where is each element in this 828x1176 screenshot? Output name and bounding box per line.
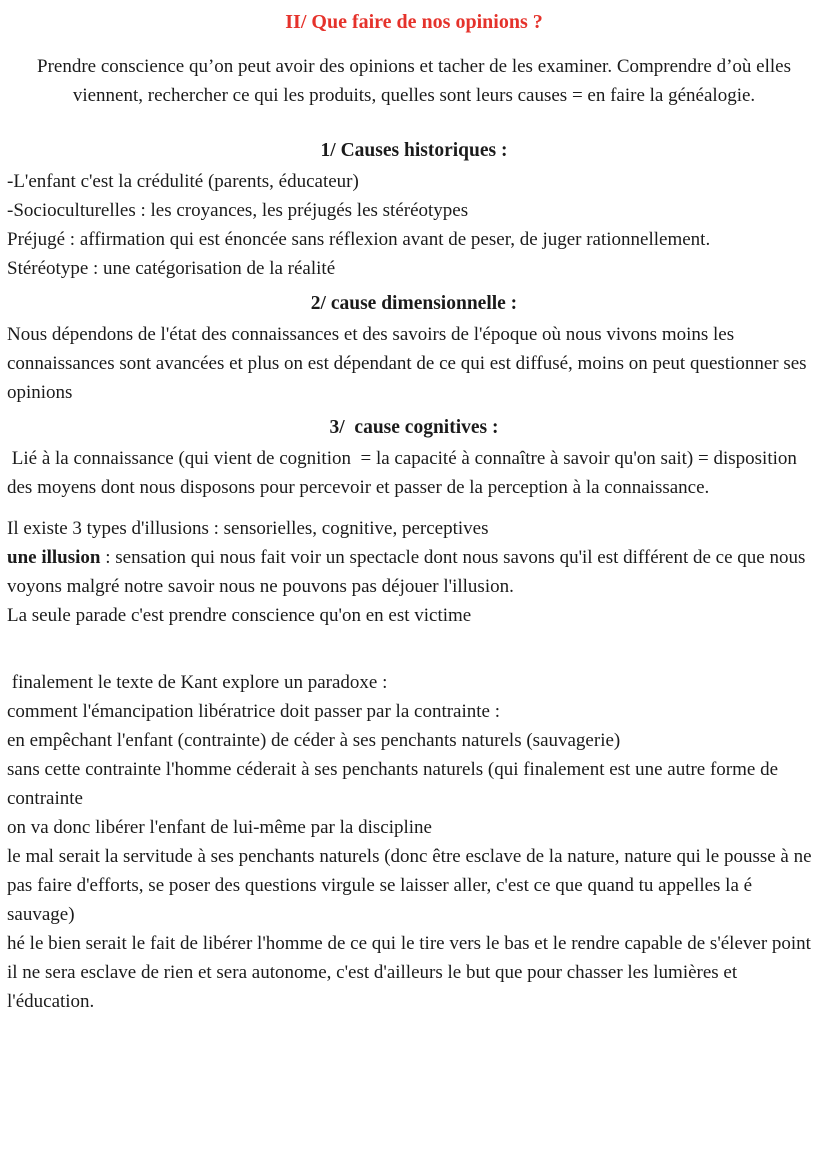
paragraph (7, 225, 821, 254)
paragraph (7, 842, 821, 929)
spacer (7, 630, 821, 668)
text-run: le mal serait la servitude à ses penchants naturels (donc être esclave de la nature, nature qui le pousse à ne pas faire d'efforts, se poser des questions virgule se laisser aller, c'est ce que quand tu appelles la é sauvage) (7, 846, 817, 925)
text-run: Il existe 3 types d'illusions : sensorielles, cognitive, perceptives (7, 518, 489, 539)
spacer (7, 110, 821, 130)
paragraph (7, 601, 821, 630)
paragraph (7, 320, 821, 407)
text-run: Prendre conscience qu’on peut avoir des opinions et tacher de les examiner. Comprendre d’où elles viennent, rechercher ce qui les produits, quelles sont leurs causes = en faire la généalogie. (37, 56, 796, 106)
paragraph (7, 444, 821, 502)
text-run: hé le bien serait le fait de libérer l'homme de ce qui le tire vers le bas et le rendre capable de s'élever point il ne sera esclave de rien et sera autonome, c'est d'ailleurs le but que pour chasser les lumières et l'éducation. (7, 933, 816, 1012)
text-run: comment l'émancipation libératrice doit passer par la contrainte : (7, 701, 501, 722)
spacer (7, 502, 821, 514)
document-title: II/ Que faire de nos opinions ? (285, 11, 543, 33)
text-run: Stéréotype : une catégorisation de la réalité (7, 258, 336, 279)
text-run: La seule parade c'est prendre conscience qu'on en est victime (7, 605, 472, 626)
text-run: finalement le texte de Kant explore un paradoxe : (7, 672, 388, 693)
paragraph (7, 514, 821, 543)
paragraph (7, 668, 821, 697)
text-run: on va donc libérer l'enfant de lui-même par la discipline (7, 817, 432, 838)
intro-paragraph (7, 52, 821, 110)
text-run: 2/ cause dimensionnelle : (310, 293, 518, 314)
paragraph (7, 755, 821, 813)
paragraph (7, 254, 821, 283)
document-body (7, 52, 821, 1016)
text-run: : sensation qui nous fait voir un spectacle dont nous savons qu'il est différent de ce que nous voyons malgré notre savoir nous ne pouvons pas déjouer l'illusion. (7, 547, 811, 597)
paragraph (7, 813, 821, 842)
text-run: 3/ cause cognitives : (329, 417, 499, 438)
bold-text-run: une illusion (7, 547, 101, 568)
paragraph (7, 726, 821, 755)
text-run: Nous dépendons de l'état des connaissances et des savoirs de l'époque où nous vivons moins les connaissances sont avancées et plus on est dépendant de ce qui est diffusé, moins on peut questionner ses opinions (7, 324, 812, 403)
text-run: sans cette contrainte l'homme céderait à ses penchants naturels (qui finalement est une autre forme de contrainte (7, 759, 783, 809)
paragraph (7, 543, 821, 601)
section-heading (7, 413, 821, 442)
text-run: en empêchant l'enfant (contrainte) de céder à ses penchants naturels (sauvagerie) (7, 730, 621, 751)
paragraph (7, 196, 821, 225)
text-run: -L'enfant c'est la crédulité (parents, éducateur) (7, 171, 359, 192)
text-run: Lié à la connaissance (qui vient de cognition = la capacité à connaître à savoir qu'on sait) = disposition des moyens dont nous disposons pour percevoir et passer de la perception à la connaissance. (7, 448, 802, 498)
paragraph (7, 697, 821, 726)
section-heading (7, 289, 821, 318)
text-run: 1/ Causes historiques : (320, 140, 508, 161)
text-run: Préjugé : affirmation qui est énoncée sans réflexion avant de peser, de juger rationnellement. (7, 229, 711, 250)
document-page (7, 8, 821, 1016)
text-run: -Socioculturelles : les croyances, les préjugés les stéréotypes (7, 200, 469, 221)
section-heading (7, 136, 821, 165)
paragraph (7, 167, 821, 196)
paragraph (7, 929, 821, 1016)
